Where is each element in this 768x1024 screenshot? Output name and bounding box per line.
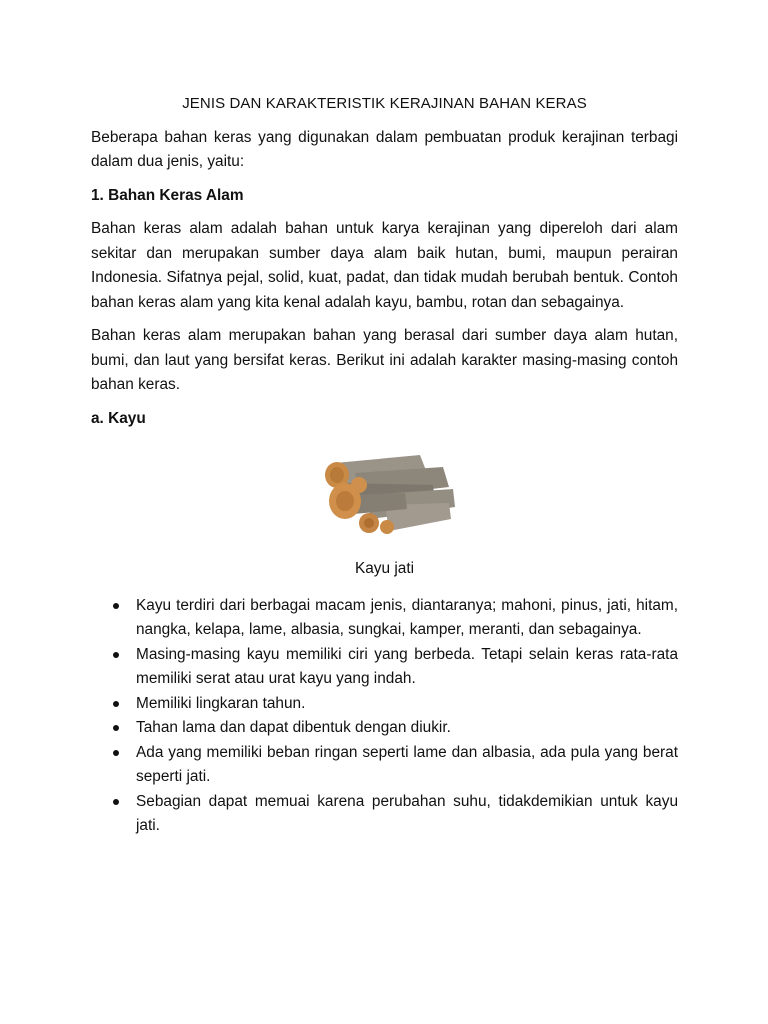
list-item-text: Sebagian dapat memuai karena perubahan suhu, tidakdemikian untuk kayu jati. — [136, 792, 678, 834]
log-pile-image — [315, 445, 455, 535]
list-item-text: Kayu terdiri dari berbagai macam jenis, diantaranya; mahoni, pinus, jati, hitam, nangka, kelapa, lame, albasia, sungkai, kamper, meranti, dan sebagainya. — [136, 596, 678, 638]
subheading-kayu: a. Kayu — [91, 409, 146, 427]
list-item-text: Memiliki lingkaran tahun. — [136, 694, 306, 712]
section-paragraph-2: Bahan keras alam merupakan bahan yang berasal dari sumber daya alam hutan, bumi, dan laut yang bersifat keras. Berikut ini adalah karakter masing-masing contoh bahan keras. — [91, 327, 678, 393]
section-paragraph-1: Bahan keras alam adalah bahan untuk karya kerajinan yang dipereloh dari alam sekitar dan merupakan sumber daya alam baik hutan, bumi, maupun perairan Indonesia. Sifatnya pejal, solid, kuat, padat, dan tidak mudah berubah bentuk. Contoh bahan keras alam yang kita kenal adalah kayu, bambu, rotan dan sebagainya. — [91, 220, 678, 311]
list-item — [91, 692, 678, 717]
list-item — [91, 643, 678, 692]
figure-caption: Kayu jati — [354, 560, 415, 577]
document-title: JENIS DAN KARAKTERISTIK KERAJINAN BAHAN KERAS — [182, 95, 587, 112]
list-item — [91, 716, 678, 741]
bullet-dot-icon — [113, 799, 119, 805]
bullet-dot-icon — [113, 701, 119, 707]
list-item-text: Ada yang memiliki beban ringan seperti lame dan albasia, ada pula yang berat seperti jati. — [136, 743, 678, 785]
bullet-dot-icon — [113, 750, 119, 756]
list-item — [91, 741, 678, 790]
section-heading-bahan-keras-alam: 1. Bahan Keras Alam — [91, 186, 244, 204]
list-item — [91, 594, 678, 643]
figure-kayu-jati — [91, 445, 678, 535]
bullet-dot-icon — [113, 603, 119, 609]
bullet-dot-icon — [113, 725, 119, 731]
document-page — [91, 92, 678, 839]
bullet-list — [91, 594, 678, 839]
list-item-text: Tahan lama dan dapat dibentuk dengan diukir. — [136, 719, 451, 736]
intro-paragraph: Beberapa bahan keras yang digunakan dalam pembuatan produk kerajinan terbagi dalam dua jenis, yaitu: — [91, 128, 678, 170]
list-item-text: Masing-masing kayu memiliki ciri yang berbeda. Tetapi selain keras rata-rata memiliki serat atau urat kayu yang indah. — [136, 645, 678, 687]
list-item — [91, 790, 678, 839]
bullet-dot-icon — [113, 652, 119, 658]
